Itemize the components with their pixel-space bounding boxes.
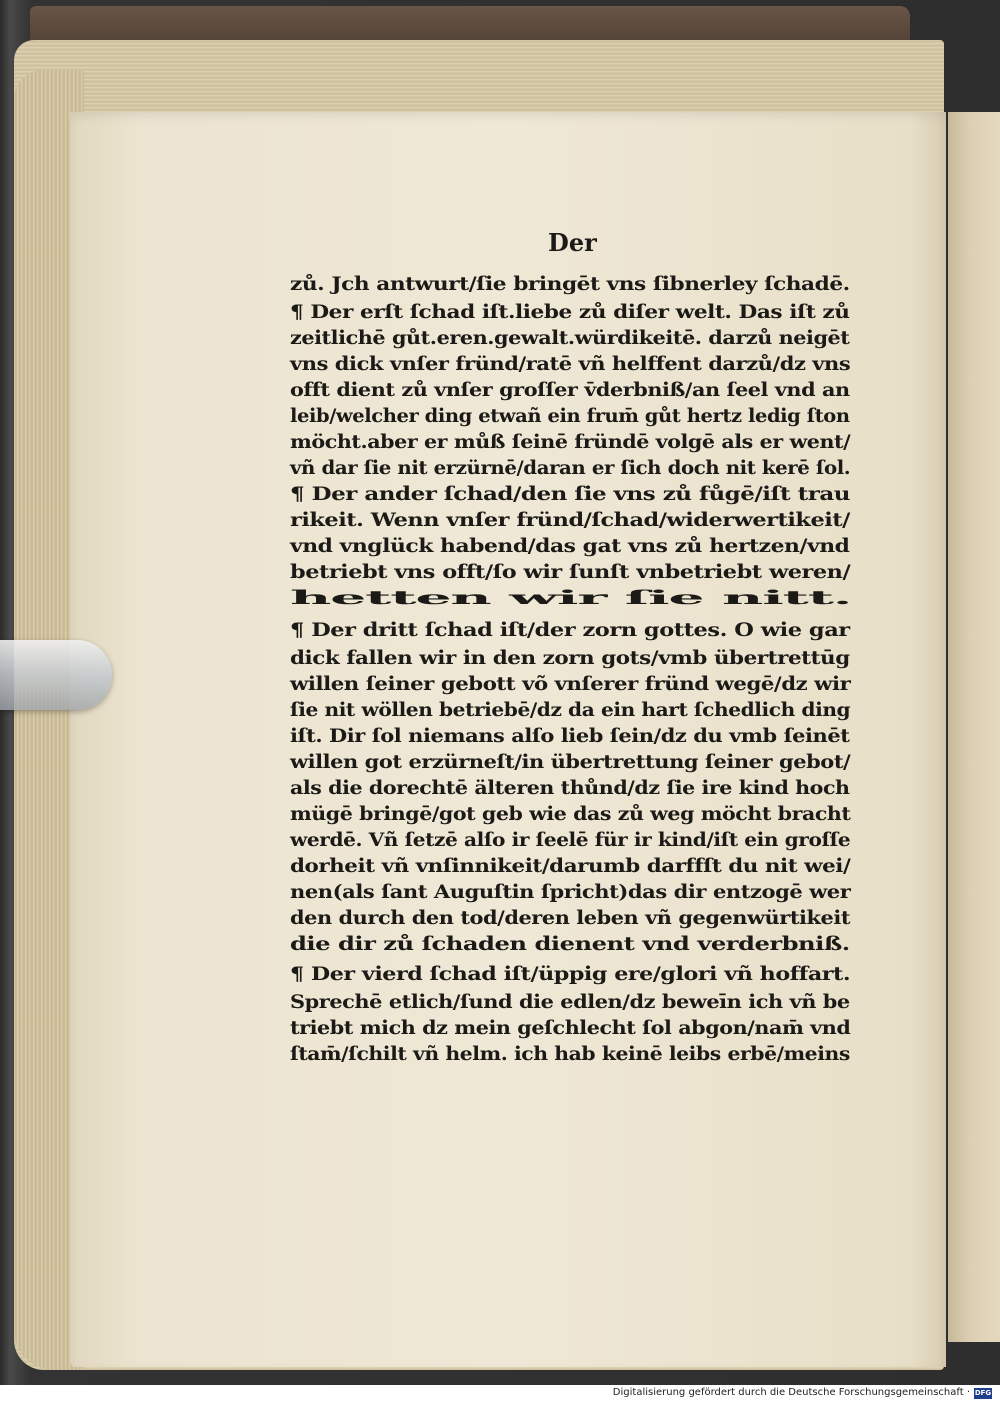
text-line: ¶ Der vierd ſchad iſt/üppig ere/glori vñ hoffart.: [290, 963, 851, 985]
text-line: Sprechē etlich/ſund die edlen/dz beweīn ich vñ be: [290, 991, 850, 1013]
facing-page-edge: [948, 112, 1000, 1342]
text-line: möcht.aber er můß ſeinē fründē volgē als er went/: [290, 431, 851, 453]
text-line: ſie nit wöllen betriebē/dz da ein hart ſchedlich ding: [290, 699, 851, 721]
footer-credit: Digitalisierung gefördert durch die Deutsche Forschungsgemeinschaft ·: [612, 1387, 970, 1398]
text-line: leib/welcher ding etwañ ein frum̄ gůt hertz ledig ſton: [290, 405, 850, 427]
text-line: dorheit vñ vnſinnikeit/darumb darffſt du nit wei/: [290, 855, 851, 877]
dfg-logo-icon: DFG: [974, 1389, 992, 1397]
text-line: werdē. Vñ ſetzē alſo ir ſeelē für ir kind/iſt ein groſſe: [290, 829, 851, 851]
text-line: betriebt vns offt/ſo wir ſunſt vnbetriebt weren/: [290, 561, 851, 583]
text-line: hetten wir ſie nitt.: [290, 587, 852, 609]
text-line: als die dorechtē älteren thůnd/dz ſie ire kind hoch: [290, 777, 850, 799]
text-line: willen got erzürneſt/in übertrettung ſeiner gebot/: [290, 751, 851, 773]
text-line: zů. Jch antwurt/ſie bringēt vns ſibnerley ſchadē.: [290, 273, 850, 295]
text-line: rikeit. Wenn vnſer fründ/ſchad/widerwertikeit/: [290, 509, 850, 531]
text-line: vns dick vnſer fründ/ratē vñ helffent darzů/dz vns: [290, 353, 851, 375]
text-line: zeitlichē gůt.eren.gewalt.würdikeitē. darzů neigēt: [290, 327, 850, 349]
text-line: ¶ Der erſt ſchad iſt.liebe zů diſer welt. Das iſt zů: [290, 301, 850, 323]
text-line: vnd vnglück habend/das gat vns zů hertzen/vnd: [290, 535, 850, 557]
text-line: willen ſeiner gebott võ vnſerer fründ wegē/dz wir: [290, 673, 851, 695]
text-line: die dir zů ſchaden dienent vnd verderbniß.: [290, 933, 850, 955]
text-line: mügē bringē/got geb wie das zů weg möcht bracht: [290, 803, 851, 825]
text-line: nen(als ſant Auguſtin ſpricht)das dir entzogē wer: [290, 881, 851, 903]
text-line: ¶ Der ander ſchad/den ſie vns zů fůgē/iſt trau: [290, 483, 850, 505]
text-line: den durch den tod/deren leben vñ gegenwürtikeit: [290, 907, 851, 929]
text-line: dick fallen wir in den zorn gots/vmb übertrettūg: [290, 647, 850, 669]
text-line: ¶ Der dritt ſchad iſt/der zorn gottes. O wie gar: [290, 619, 850, 641]
text-line: iſt. Dir ſol niemans alſo lieb ſein/dz du vmb ſeinēt: [290, 725, 850, 747]
page-clip: [0, 640, 112, 710]
page-catchword: Der: [548, 228, 597, 257]
text-line: triebt mich dz mein geſchlecht ſol abgon/nam̄ vnd: [290, 1017, 851, 1039]
text-line: ſtam̄/ſchilt vñ helm. ich hab keinē leibs erbē/meins: [290, 1043, 850, 1065]
text-line: vñ dar ſie nit erzürnē/daran er ſich doch nit kerē ſol.: [290, 457, 851, 479]
text-line: offt dient zů vnſer groſſer v̄derbniß/an ſeel vnd an: [290, 379, 850, 401]
